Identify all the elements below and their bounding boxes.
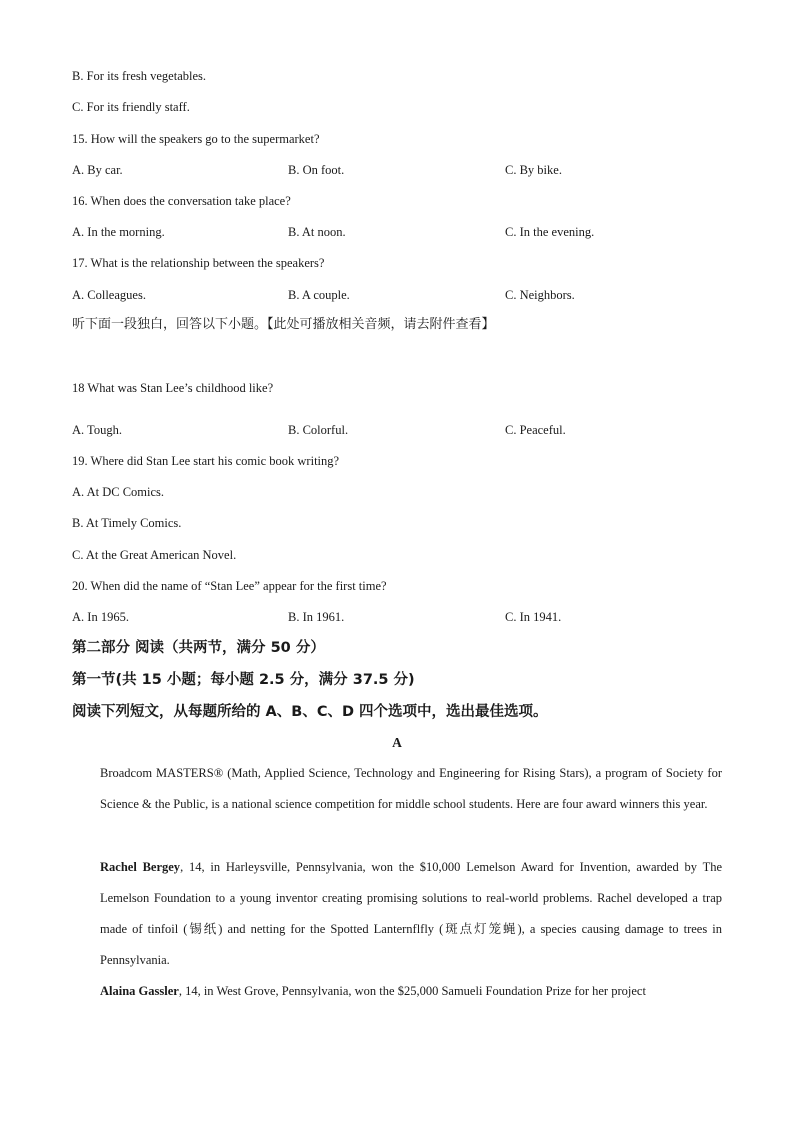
q19-option-a: A. At DC Comics.: [72, 485, 165, 499]
q16-option-b: B. At noon.: [288, 225, 346, 239]
q17-option-a: A. Colleagues.: [72, 288, 146, 302]
q20-question: 20. When did the name of “Stan Lee” appear for the first time?: [72, 579, 387, 593]
q15-option-a: A. By car.: [72, 163, 123, 177]
passage-paragraph-2-text: , 14, in Harleysville, Pennsylvania, won the $10,000 Lemelson Award for Invention, awarded by The Lemelson Foundation to a young inventor creating promising solutions to real-world problems. Rachel developed a trap made of tinfoil (锡纸) and netting for the Spotted Lanternflfly (斑点灯笼蝇), a species causing damage to trees in Pennsylvania.: [100, 860, 722, 967]
q16-option-a: A. In the morning.: [72, 225, 165, 239]
q18-option-a: A. Tough.: [72, 423, 122, 437]
q19-option-c: C. At the Great American Novel.: [72, 548, 237, 562]
q17-option-b: B. A couple.: [288, 288, 350, 302]
q15-option-b: B. On foot.: [288, 163, 345, 177]
q18-option-b: B. Colorful.: [288, 423, 349, 437]
q16-question: 16. When does the conversation take place?: [72, 194, 291, 208]
q17-question: 17. What is the relationship between the speakers?: [72, 256, 325, 270]
q20-option-a: A. In 1965.: [72, 610, 129, 624]
q15-question: 15. How will the speakers go to the supermarket?: [72, 132, 320, 146]
q15-option-c: C. By bike.: [505, 163, 562, 177]
q17-option-c: C. Neighbors.: [505, 288, 575, 302]
award-winner-name: Rachel Bergey: [100, 860, 181, 874]
section1-title: 第一节(共 15 小题；每小题 2.5 分，满分 37.5 分): [72, 672, 415, 688]
q16-option-c: C. In the evening.: [505, 225, 595, 239]
award-winner-name: Alaina Gassler: [100, 984, 179, 998]
reading-instruction: 阅读下列短文，从每题所给的 A、B、C、D 四个选项中，选出最佳选项。: [72, 704, 548, 720]
q18-question: 18 What was Stan Lee’s childhood like?: [72, 381, 274, 395]
passage-paragraph-2: [72, 852, 722, 976]
q18-option-c: C. Peaceful.: [505, 423, 566, 437]
passage-label: A: [392, 735, 402, 750]
q19-option-b: B. At Timely Comics.: [72, 516, 182, 530]
q14-option-c: C. For its friendly staff.: [72, 100, 190, 114]
passage-paragraph-3: [72, 976, 722, 1007]
q20-option-b: B. In 1961.: [288, 610, 345, 624]
q20-option-c: C. In 1941.: [505, 610, 562, 624]
passage-paragraph-3-text: , 14, in West Grove, Pennsylvania, won the $25,000 Samueli Foundation Prize for her project: [178, 984, 646, 998]
monologue-instruction: 听下面一段独白，回答以下小题。【此处可播放相关音频，请去附件查看】: [72, 317, 495, 332]
passage-paragraph-1-text: Broadcom MASTERS® (Math, Applied Science, Technology and Engineering for Rising Stars), a program of Society for Science & the Public, is a national science competition for middle school students. Here are four award winners this year.: [100, 766, 722, 811]
part2-title: 第二部分 阅读（共两节，满分 50 分）: [72, 640, 325, 656]
q19-question: 19. Where did Stan Lee start his comic book writing?: [72, 454, 340, 468]
passage-paragraph-1: [72, 758, 722, 820]
q14-option-b: B. For its fresh vegetables.: [72, 69, 207, 83]
